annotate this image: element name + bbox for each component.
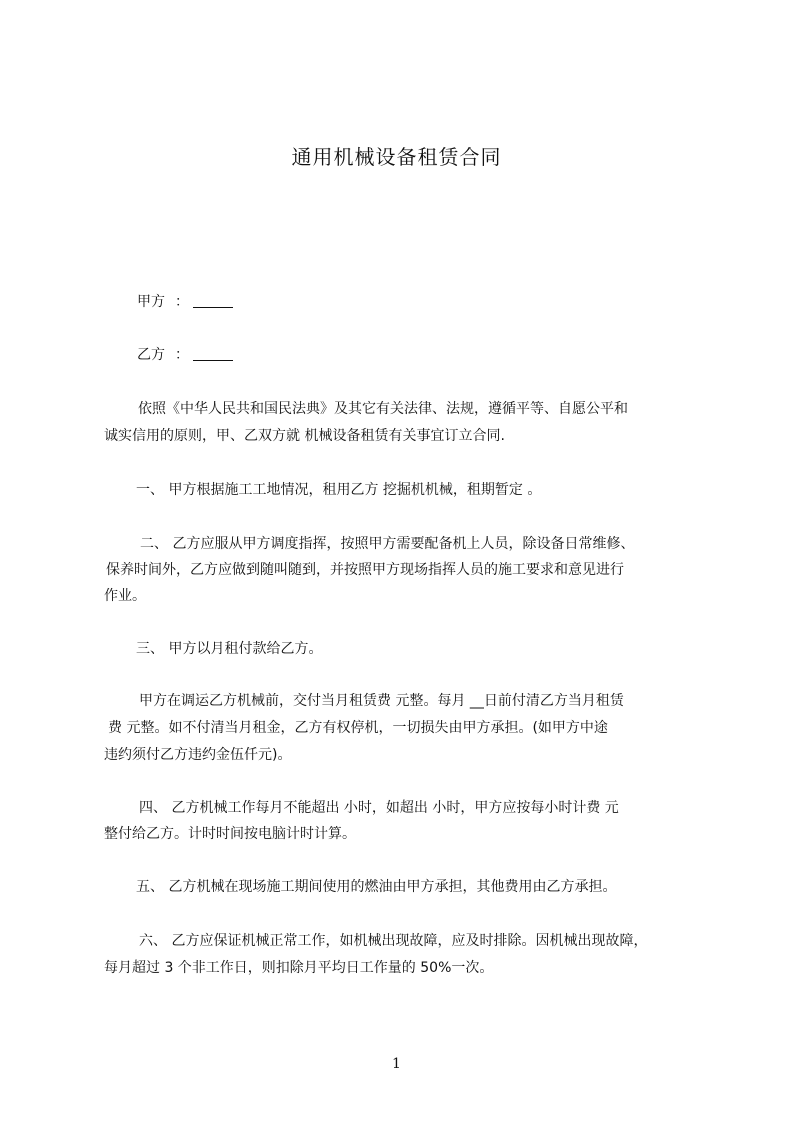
clause-6-line-1: 六、 乙方应保证机械正常工作，如机械出现故障，应及时排除。因机械出现故障， (139, 933, 648, 949)
party-a-blank (193, 293, 233, 308)
clause-3-line-1: 三、 甲方以月租付款给乙方。 (136, 641, 323, 657)
party-b-blank (193, 346, 233, 361)
page-number: 1 (392, 1056, 401, 1072)
payment-line-1: 甲方在调运乙方机械前，交付当月租赁费 元整。每月 __日前付清乙方当月租赁 (139, 693, 624, 709)
document-title: 通用机械设备租赁合同 (291, 145, 502, 169)
intro-line-1: 依照《中华人民共和国民法典》及其它有关法律、法规，遵循平等、自愿公平和 (138, 401, 628, 417)
party-a-label: 甲方 (137, 294, 165, 310)
party-b-label: 乙方 (137, 347, 165, 363)
clause-2-line-1: 二、 乙方应服从甲方调度指挥，按照甲方需要配备机上人员，除设备日常维修、 (140, 536, 635, 552)
party-b-colon: ： (175, 347, 189, 363)
intro-line-2: 诚实信用的原则，甲、乙双方就 机械设备租赁有关事宜订立合同. (104, 428, 505, 444)
payment-line-2: 费 元整。如不付清当月租金，乙方有权停机，一切损失由甲方承担。(如甲方中途 (108, 720, 608, 736)
clause-1-line-1: 一、 甲方根据施工工地情况，租用乙方 挖掘机机械，租期暂定 。 (136, 482, 542, 498)
party-a-line (137, 292, 737, 312)
party-b-line (137, 345, 737, 365)
party-a-colon: ： (175, 294, 189, 310)
clause-2-line-3: 作业。 (104, 588, 146, 604)
clause-4-line-1: 四、 乙方机械工作每月不能超出 小时，如超出 小时，甲方应按每小时计费 元 (139, 800, 619, 816)
clause-5-line-1: 五、 乙方机械在现场施工期间使用的燃油由甲方承担，其他费用由乙方承担。 (136, 879, 617, 895)
clause-6-line-2: 每月超过 3 个非工作日，则扣除月平均日工作量的 50%一次。 (104, 960, 494, 976)
clause-4-line-2: 整付给乙方。计时时间按电脑计时计算。 (104, 826, 356, 842)
clause-2-line-2: 保养时间外，乙方应做到随叫随到，并按照甲方现场指挥人员的施工要求和意见进行 (106, 562, 624, 578)
payment-line-3: 违约须付乙方违约金伍仟元)。 (104, 747, 292, 763)
